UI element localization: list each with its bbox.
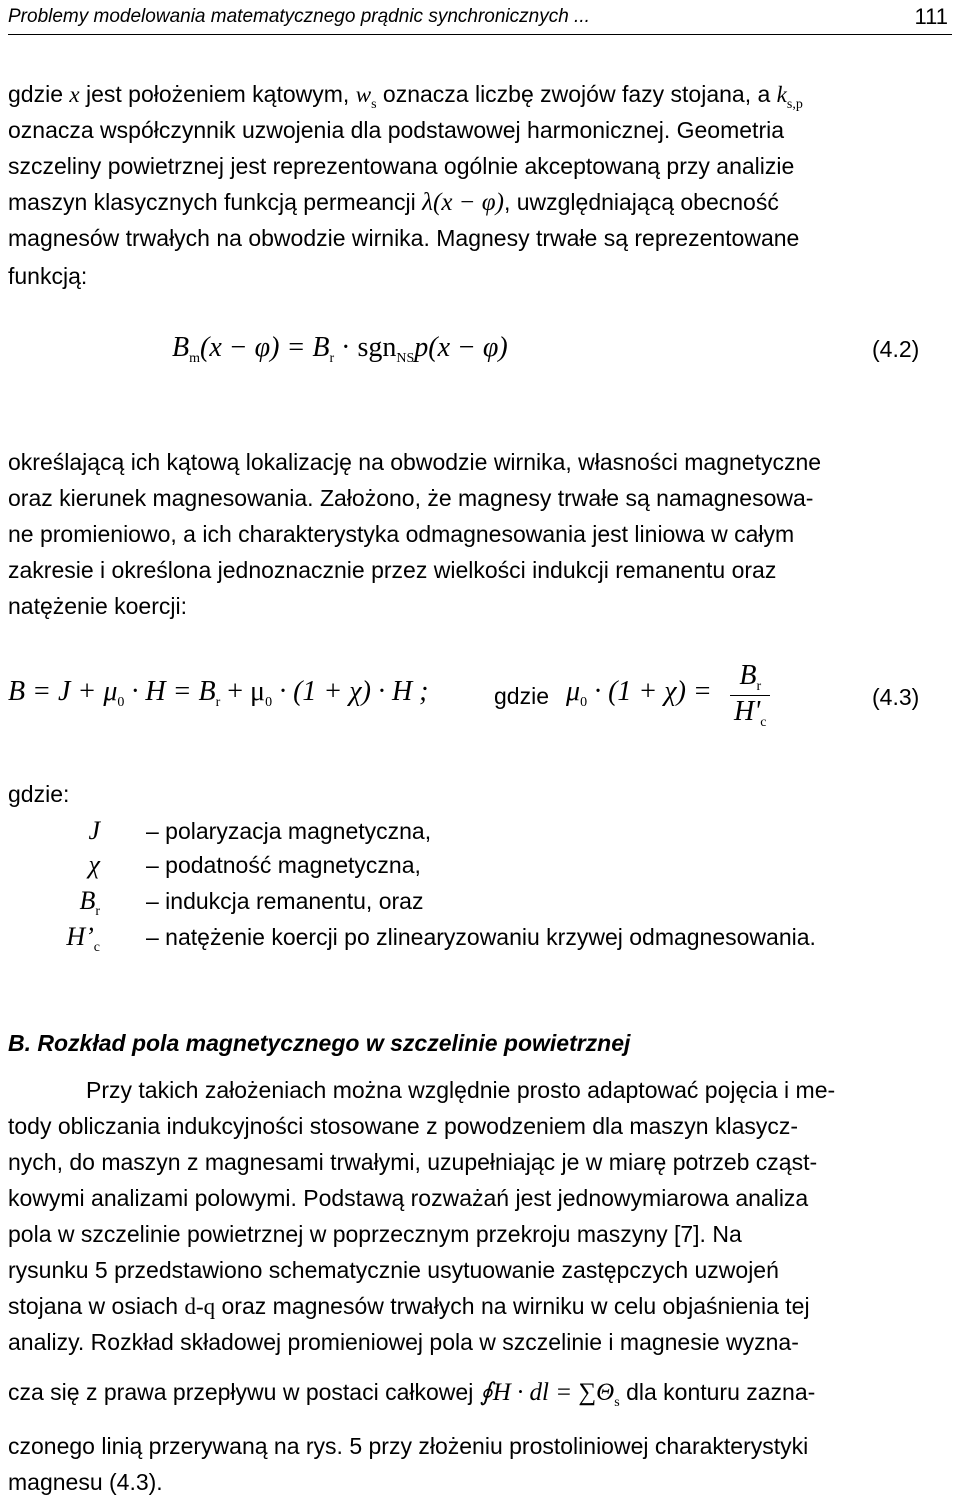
para1-line4: [8, 188, 779, 217]
fraction-numerator: [730, 660, 770, 696]
math-symbol: B: [739, 660, 757, 691]
para2-line1: określającą ich kątową lokalizację na obwodzie wirnika, własności magnetyczne: [8, 449, 822, 475]
equation-number-4-3: (4.3): [872, 684, 920, 710]
math-subscript: c: [760, 715, 767, 730]
math-symbol: χ: [88, 850, 100, 879]
math-symbol: μ: [566, 676, 581, 707]
fraction-denominator: [730, 696, 770, 731]
para3-line11: magnesu (4.3).: [8, 1469, 163, 1495]
para3-line8: analizy. Rozkład składowej promieniowej pola w szczelinie i magnesie wyzna-: [8, 1329, 799, 1355]
def-text-j: – polaryzacja magnetyczna,: [146, 818, 432, 844]
definitions-intro: gdzie:: [8, 781, 70, 807]
para3-line9: [8, 1378, 815, 1417]
para3-line5: pola w szczelinie powietrznej w poprzecznym przekroju maszyny [7]. Na: [8, 1221, 742, 1247]
para1-line5: magnesów trwałych na obwodzie wirnika. Magnesy trwałe są reprezentowane: [8, 225, 800, 251]
text: maszyn klasycznych funkcją permeancji: [8, 189, 423, 215]
math-expression: (x − φ) = B: [200, 332, 330, 363]
math-symbol: H’: [66, 922, 94, 951]
para2-line3: ne promieniowo, a ich charakterystyka odmagnesowania jest liniowa w całym: [8, 521, 795, 547]
text: jest położeniem kątowym,: [79, 81, 356, 107]
page-number: 111: [914, 4, 948, 29]
math-subscript: r: [329, 351, 335, 366]
equation-number-4-2: (4.2): [872, 336, 920, 362]
equation-4-3: [8, 676, 428, 711]
math-subscript: s,p: [786, 97, 803, 112]
math-inline: d-q: [184, 1294, 216, 1319]
text: oznacza liczbę zwojów fazy stojana, a: [376, 81, 777, 107]
math-expression: B = J + μ: [8, 676, 118, 707]
def-symbol-br: [60, 886, 100, 920]
math-expression: · sgn: [334, 332, 397, 363]
text: gdzie: [8, 81, 70, 107]
text: cza się z prawa przepływu w postaci całkowej: [8, 1379, 480, 1405]
para1-line3: szczeliny powietrznej jest reprezentowana ogólnie akceptowaną przy analizie: [8, 153, 795, 179]
math-inline: λ(x − φ): [422, 189, 504, 216]
math-expression: · (1 + χ) =: [587, 676, 712, 707]
math-inline: ∮H · dl = ∑Θ: [479, 1379, 615, 1406]
para3-line1: Przy takich założeniach można względnie prosto adaptować pojęcia i me-: [86, 1077, 836, 1103]
para1-line1: [8, 80, 803, 119]
math-symbol: w: [355, 82, 372, 107]
para3-line3: nych, do maszyn z magnesami trwałymi, uzupełniając je w miarę potrzeb cząst-: [8, 1149, 818, 1175]
math-symbol: x: [69, 82, 80, 107]
math-subscript: r: [95, 904, 100, 919]
math-subscript: s: [371, 97, 377, 112]
para2-line5: natężenie koercji:: [8, 593, 187, 619]
math-expression: p(x − φ): [414, 332, 508, 363]
math-subscript: m: [189, 351, 200, 366]
math-symbol: k: [776, 82, 787, 107]
fraction-body: [730, 660, 770, 731]
math-subscript: 0: [265, 695, 273, 710]
para3-line6: rysunku 5 przedstawiono schematycznie usytuowanie zastępczych uzwojeń: [8, 1257, 779, 1283]
fraction: [730, 660, 770, 731]
math-subscript: c: [93, 940, 100, 955]
text: stojana w osiach: [8, 1293, 185, 1319]
math-subscript: 0: [580, 695, 588, 710]
equation-4-2: [172, 332, 508, 367]
math-symbol: B: [172, 332, 190, 363]
math-symbol: J: [88, 816, 100, 845]
equation-gdzie-word: gdzie: [494, 683, 549, 709]
para3-line2: tody obliczania indukcyjności stosowane z powodzeniem dla maszyn klasycz-: [8, 1113, 799, 1139]
def-symbol-chi: [60, 850, 100, 880]
equation-4-3-right: [566, 676, 712, 711]
para1-line2: oznacza współczynnik uzwojenia dla podstawowej harmonicznej. Geometria: [8, 117, 785, 143]
def-symbol-hc: [60, 922, 100, 956]
def-text-br: – indukcja remanentu, oraz: [146, 888, 424, 914]
math-symbol: H': [734, 696, 761, 727]
text: , uwzględniającą obecność: [503, 189, 779, 215]
math-subscript: s: [614, 1395, 620, 1410]
math-subscript: r: [215, 695, 221, 710]
para1-line6: funkcją:: [8, 263, 88, 289]
running-header: [8, 4, 952, 35]
header-title: Problemy modelowania matematycznego prądnic synchronicznych ...: [8, 6, 590, 27]
para2-line4: zakresie i określona jednoznacznie przez wielkości indukcji remanentu oraz: [8, 557, 777, 583]
def-text-chi: – podatność magnetyczna,: [146, 852, 421, 878]
math-subscript: r: [756, 679, 762, 694]
para3-line10: czonego linią przerywaną na rys. 5 przy złożeniu prostoliniowej charakterystyki: [8, 1433, 809, 1459]
def-symbol-j: [60, 816, 100, 846]
para3-line7: [8, 1292, 810, 1321]
math-subscript: NS: [396, 351, 415, 366]
para2-line2: oraz kierunek magnesowania. Założono, że magnesy trwałe są namagnesowa-: [8, 485, 814, 511]
math-symbol: B: [79, 886, 96, 915]
text: dla konturu zazna-: [619, 1379, 816, 1405]
math-expression: · (1 + χ) · H ;: [272, 676, 429, 707]
def-text-hc: – natężenie koercji po zlinearyzowaniu krzywej odmagnesowania.: [146, 924, 816, 950]
section-heading: B. Rozkład pola magnetycznego w szczelinie powietrznej: [8, 1030, 631, 1056]
para3-line4: kowymi analizami polowymi. Podstawą rozważań jest jednowymiarowa analiza: [8, 1185, 809, 1211]
text: oraz magnesów trwałych na wirniku w celu objaśnienia tej: [215, 1293, 810, 1319]
math-expression: · H = B: [124, 676, 216, 707]
math-subscript: 0: [117, 695, 125, 710]
math-expression: + μ: [220, 676, 266, 707]
